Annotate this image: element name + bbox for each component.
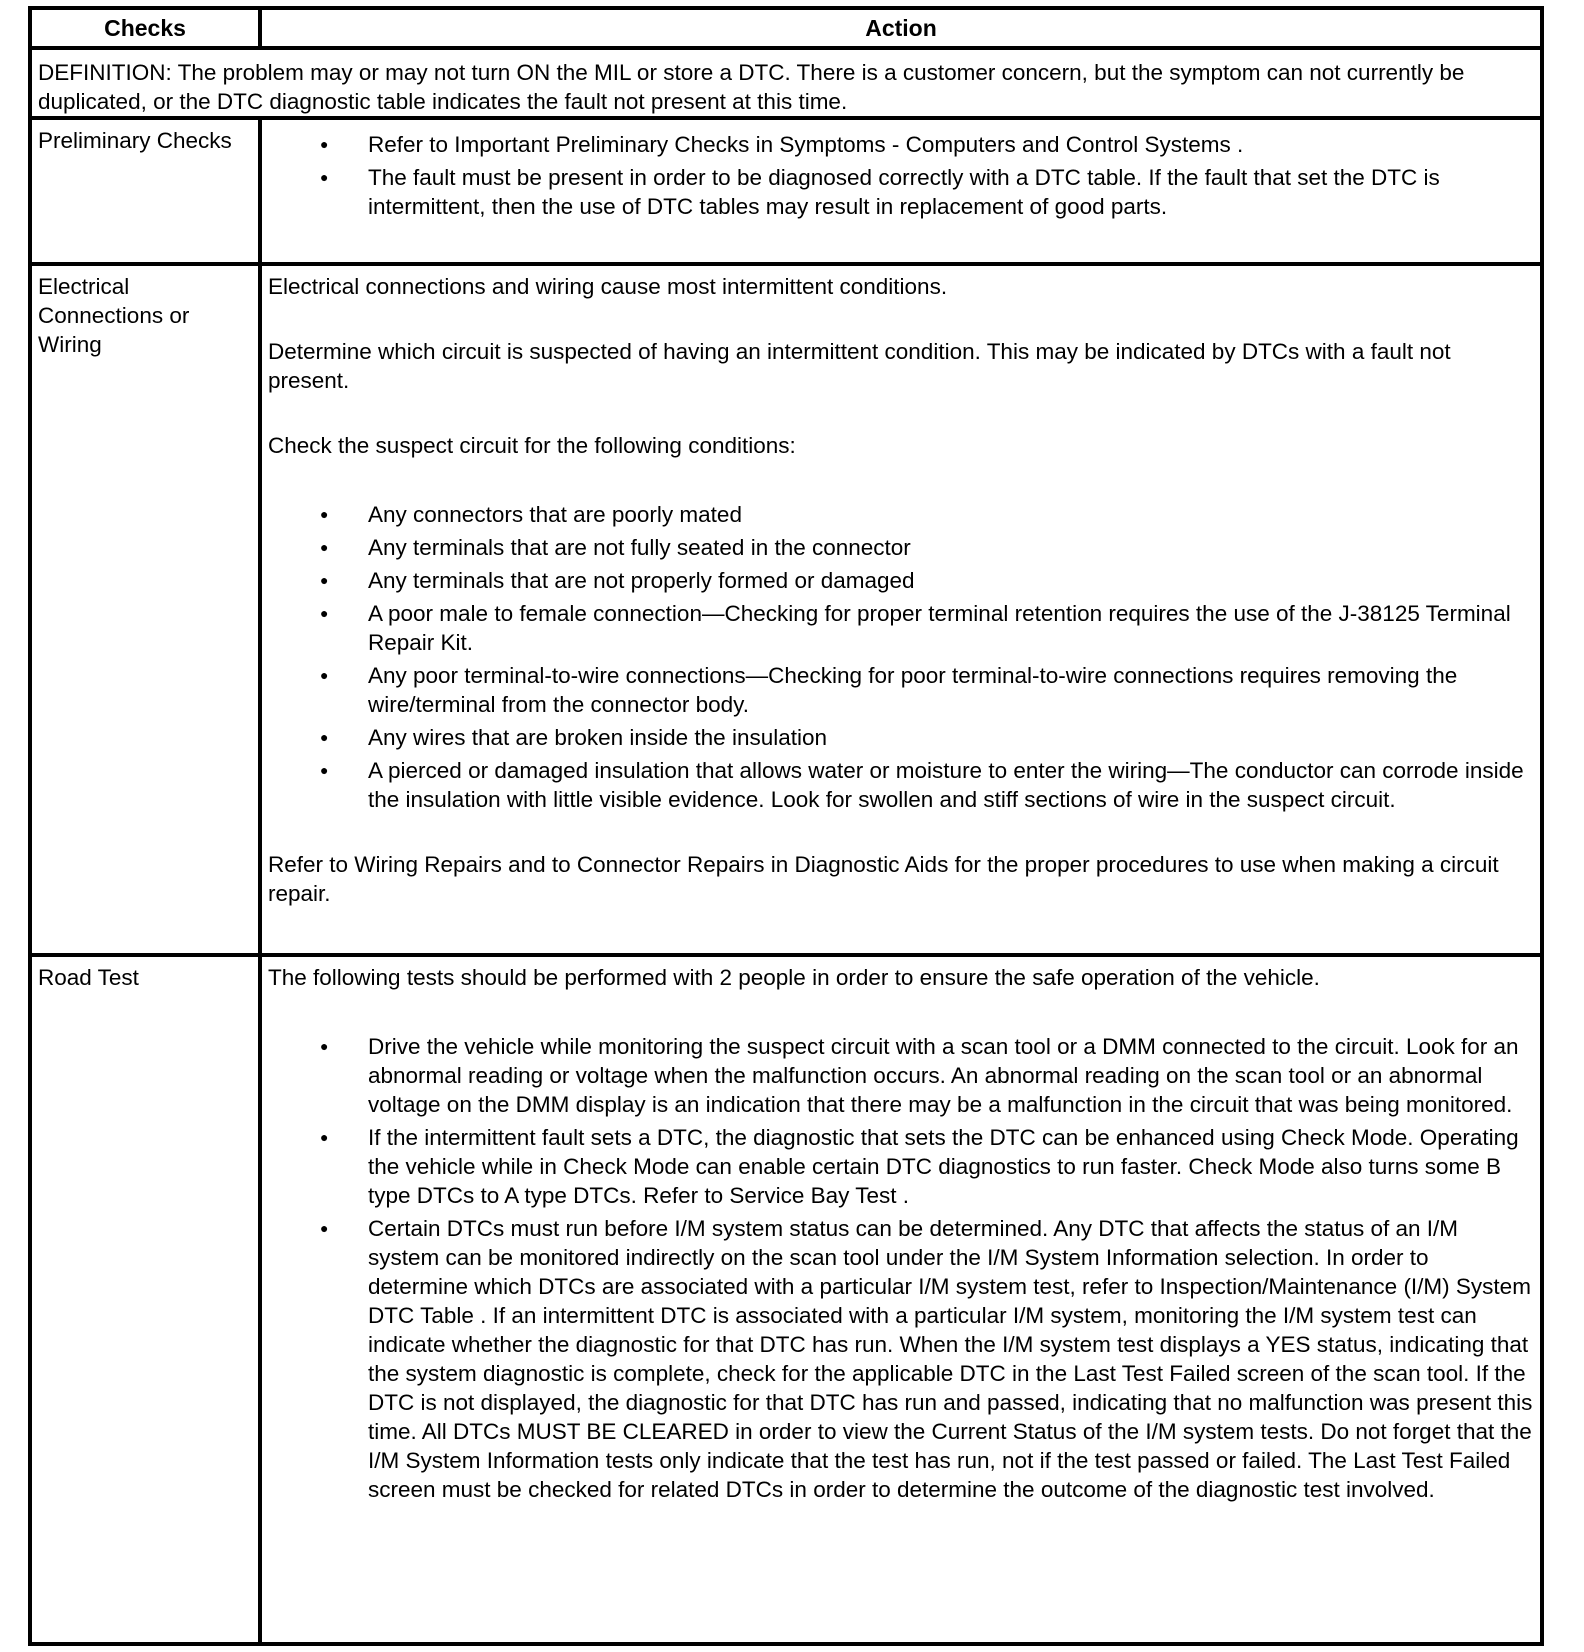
list-item: ● Refer to Important Preliminary Checks in Symptoms - Computers and Control Systems . (268, 130, 1534, 159)
list-item: ● Certain DTCs must run before I/M system status can be determined. Any DTC that affects the status of an I/M system can be monitored indirectly on the scan tool under the I/M System Information selection. In order to determine which DTCs are associated with a particular I/M system test, refer to Inspection/Maintenance (I/M) System DTC Table . If an intermittent DTC is associated with a particular I/M system, monitoring the I/M system test can indicate whether the diagnostic for that DTC has run. When the I/M system test displays a YES status, indicating that the system diagnostic is complete, check for the applicable DTC in the Last Test Failed screen of the scan tool. If the DTC is not displayed, the diagnostic for that DTC has run and passed, indicating that no malfunction was present this time. All DTCs MUST BE CLEARED in order to view the Current Status of the I/M system tests. Do not forget that the I/M System Information tests only indicate that the test has run, not if the test passed or failed. The Last Test Failed screen must be checked for related DTCs in order to determine the outcome of the diagnostic test involved. (268, 1214, 1534, 1504)
list-item: ● Any terminals that are not properly formed or damaged (268, 566, 1534, 595)
paragraph: Electrical connections and wiring cause most intermittent conditions. (268, 274, 948, 299)
list-item: ● A poor male to female connection—Checking for proper terminal retention requires the use of the J-38125 Terminal Repair Kit. (268, 599, 1534, 657)
bullet-list (268, 130, 1534, 221)
table-row-electrical-connections (32, 262, 1540, 953)
table-row-road-test (32, 953, 1540, 1642)
table-header-row (32, 10, 1540, 46)
list-item: ● A pierced or damaged insulation that allows water or moisture to enter the wiring—The conductor can corrode inside the insulation with little visible evidence. Look for swollen and stiff sections of wire in the suspect circuit. (268, 756, 1534, 814)
definition-row (32, 46, 1540, 116)
list-item: ● Any connectors that are poorly mated (268, 500, 1534, 529)
paragraph: Check the suspect circuit for the following conditions: (268, 433, 796, 458)
check-label: Preliminary Checks (32, 120, 262, 262)
header-action: Action (865, 15, 937, 41)
definition-text: DEFINITION: The problem may or may not turn ON the MIL or store a DTC. There is a customer concern, but the symptom can not currently be duplicated, or the DTC diagnostic table indicates the fault not present at this time. (38, 60, 1465, 114)
list-item: ● Any poor terminal-to-wire connections—Checking for poor terminal-to-wire connections requires removing the wire/terminal from the connector body. (268, 661, 1534, 719)
paragraph: The following tests should be performed with 2 people in order to ensure the safe operation of the vehicle. (268, 965, 1320, 990)
bullet-list (268, 1032, 1534, 1504)
paragraph: Refer to Wiring Repairs and to Connector Repairs in Diagnostic Aids for the proper procedures to use when making a circuit repair. (268, 852, 1499, 906)
paragraph: Determine which circuit is suspected of having an intermittent condition. This may be indicated by DTCs with a fault not present. (268, 339, 1451, 393)
diagnostic-table (28, 6, 1544, 1646)
header-checks: Checks (32, 10, 262, 46)
list-item: ● The fault must be present in order to be diagnosed correctly with a DTC table. If the fault that set the DTC is intermittent, then the use of DTC tables may result in replacement of good parts. (268, 163, 1534, 221)
list-item: ● If the intermittent fault sets a DTC, the diagnostic that sets the DTC can be enhanced using Check Mode. Operating the vehicle while in Check Mode can enable certain DTC diagnostics to run faster. Check Mode also turns some B type DTCs to A type DTCs. Refer to Service Bay Test . (268, 1123, 1534, 1210)
list-item: ● Drive the vehicle while monitoring the suspect circuit with a scan tool or a DMM connected to the circuit. Look for an abnormal reading or voltage when the malfunction occurs. An abnormal reading on the scan tool or an abnormal voltage on the DMM display is an indication that there may be a malfunction in the circuit that was being monitored. (268, 1032, 1534, 1119)
check-label: Electrical Connections or Wiring (32, 266, 262, 953)
list-item: ● Any wires that are broken inside the insulation (268, 723, 1534, 752)
bullet-list (268, 500, 1534, 814)
check-label: Road Test (32, 957, 262, 1642)
list-item: ● Any terminals that are not fully seated in the connector (268, 533, 1534, 562)
table-row-preliminary-checks (32, 116, 1540, 262)
